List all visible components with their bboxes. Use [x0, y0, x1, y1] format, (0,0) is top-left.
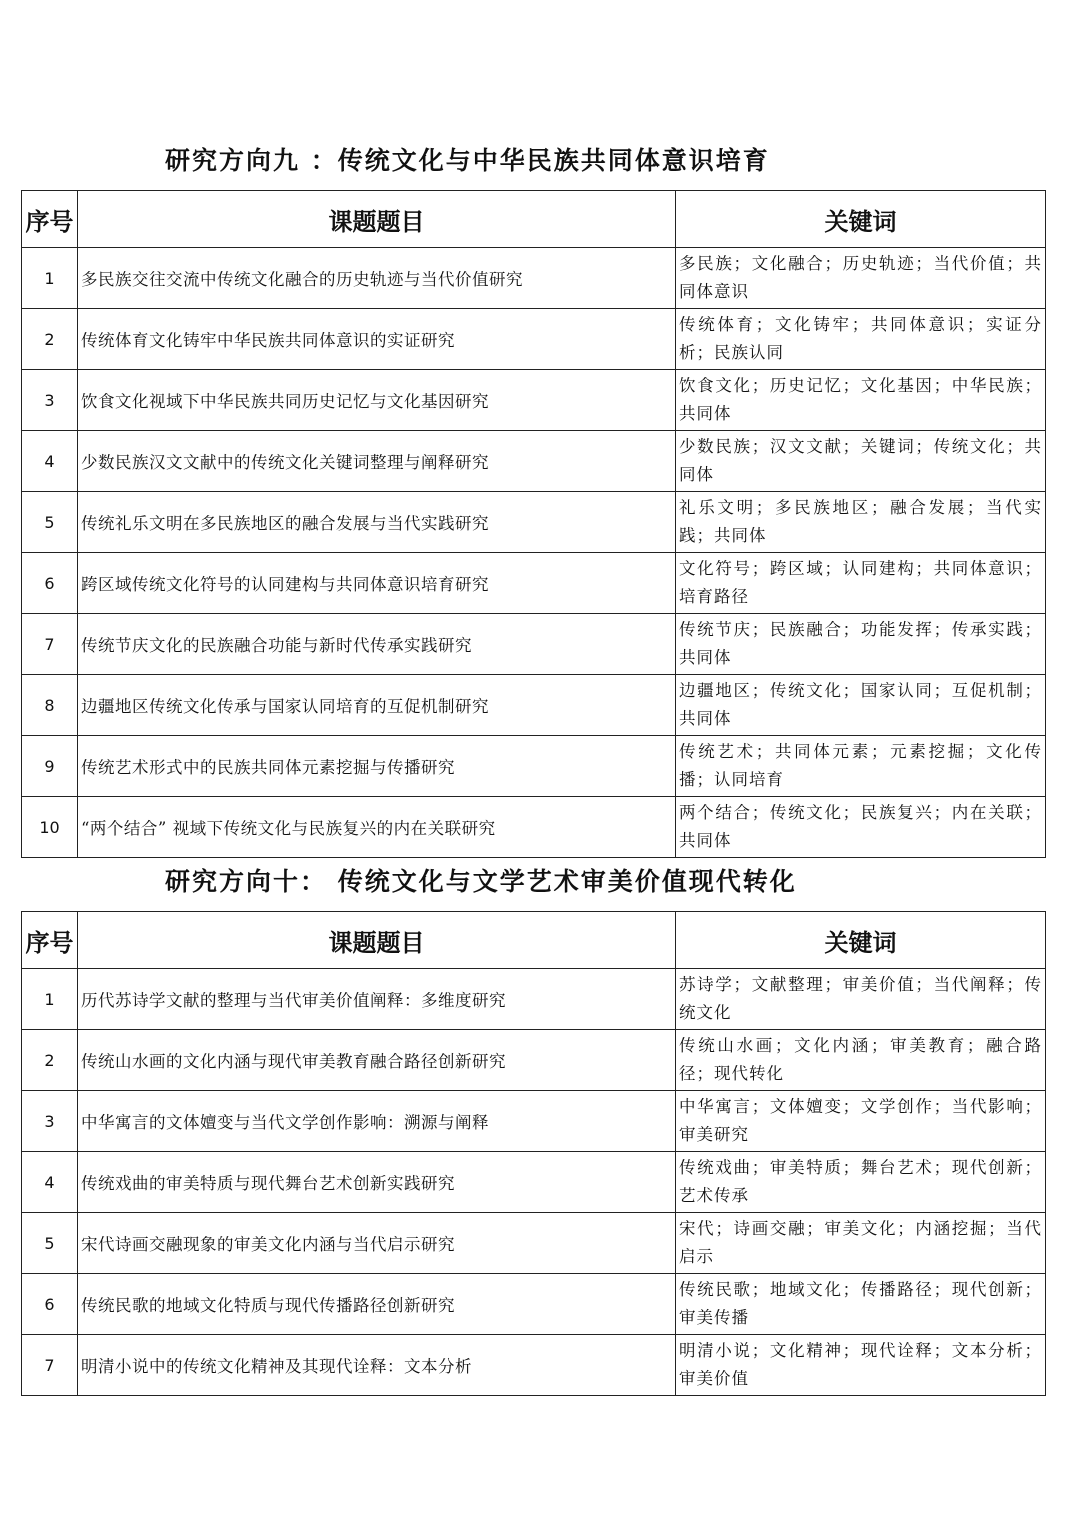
row-number: 3 — [22, 370, 78, 431]
row-number: 2 — [22, 1030, 78, 1091]
row-keywords: 明清小说；文化精神；现代诠释；文本分析；审美价值 — [676, 1335, 1046, 1396]
row-keywords: 饮食文化；历史记忆；文化基因；中华民族；共同体 — [676, 370, 1046, 431]
row-number: 3 — [22, 1091, 78, 1152]
table-row — [22, 797, 1046, 858]
row-keywords: 文化符号；跨区域；认同建构；共同体意识；培育路径 — [676, 553, 1046, 614]
row-keywords: 多民族；文化融合；历史轨迹；当代价值；共同体意识 — [676, 248, 1046, 309]
row-keywords: 传统山水画；文化内涵；审美教育；融合路径；现代转化 — [676, 1030, 1046, 1091]
row-topic: 传统戏曲的审美特质与现代舞台艺术创新实践研究 — [78, 1152, 676, 1213]
table-row — [22, 675, 1046, 736]
row-topic: 跨区域传统文化符号的认同建构与共同体意识培育研究 — [78, 553, 676, 614]
header-keywords: 关键词 — [676, 912, 1046, 969]
section-9-table — [21, 190, 1046, 858]
table-row — [22, 553, 1046, 614]
table-row — [22, 248, 1046, 309]
row-topic: 多民族交往交流中传统文化融合的历史轨迹与当代价值研究 — [78, 248, 676, 309]
row-keywords: 中华寓言；文体嬗变；文学创作；当代影响；审美研究 — [676, 1091, 1046, 1152]
section-10-table — [21, 911, 1046, 1396]
header-keywords: 关键词 — [676, 191, 1046, 248]
row-keywords: 边疆地区；传统文化；国家认同；互促机制；共同体 — [676, 675, 1046, 736]
row-topic: 历代苏诗学文献的整理与当代审美价值阐释：多维度研究 — [78, 969, 676, 1030]
row-topic: 传统山水画的文化内涵与现代审美教育融合路径创新研究 — [78, 1030, 676, 1091]
table-row — [22, 1152, 1046, 1213]
row-number: 8 — [22, 675, 78, 736]
table-header-row — [22, 912, 1046, 969]
row-keywords: 少数民族；汉文文献；关键词；传统文化；共同体 — [676, 431, 1046, 492]
row-number: 7 — [22, 614, 78, 675]
row-keywords: 两个结合；传统文化；民族复兴；内在关联；共同体 — [676, 797, 1046, 858]
section-9-title: 研究方向九 ：传统文化与中华民族共同体意识培育 — [165, 146, 770, 175]
row-number: 5 — [22, 1213, 78, 1274]
row-number: 9 — [22, 736, 78, 797]
row-topic: 宋代诗画交融现象的审美文化内涵与当代启示研究 — [78, 1213, 676, 1274]
row-topic: 饮食文化视域下中华民族共同历史记忆与文化基因研究 — [78, 370, 676, 431]
row-topic: 少数民族汉文文献中的传统文化关键词整理与阐释研究 — [78, 431, 676, 492]
row-number: 4 — [22, 431, 78, 492]
row-keywords: 苏诗学；文献整理；审美价值；当代阐释；传统文化 — [676, 969, 1046, 1030]
row-number: 1 — [22, 969, 78, 1030]
row-number: 1 — [22, 248, 78, 309]
row-topic: 传统礼乐文明在多民族地区的融合发展与当代实践研究 — [78, 492, 676, 553]
table-row — [22, 1030, 1046, 1091]
row-topic: 传统艺术形式中的民族共同体元素挖掘与传播研究 — [78, 736, 676, 797]
table-row — [22, 1213, 1046, 1274]
row-number: 7 — [22, 1335, 78, 1396]
table-row — [22, 736, 1046, 797]
row-number: 4 — [22, 1152, 78, 1213]
table-row — [22, 431, 1046, 492]
row-topic: 中华寓言的文体嬗变与当代文学创作影响：溯源与阐释 — [78, 1091, 676, 1152]
row-keywords: 传统节庆；民族融合；功能发挥；传承实践；共同体 — [676, 614, 1046, 675]
row-number: 2 — [22, 309, 78, 370]
row-keywords: 传统体育；文化铸牢；共同体意识；实证分析；民族认同 — [676, 309, 1046, 370]
table-row — [22, 1335, 1046, 1396]
table-row — [22, 492, 1046, 553]
row-number: 6 — [22, 553, 78, 614]
table-row — [22, 309, 1046, 370]
row-keywords: 传统民歌；地域文化；传播路径；现代创新；审美传播 — [676, 1274, 1046, 1335]
row-topic: 明清小说中的传统文化精神及其现代诠释：文本分析 — [78, 1335, 676, 1396]
row-number: 5 — [22, 492, 78, 553]
table-row — [22, 614, 1046, 675]
table-row — [22, 370, 1046, 431]
row-topic: 传统民歌的地域文化特质与现代传播路径创新研究 — [78, 1274, 676, 1335]
row-keywords: 宋代；诗画交融；审美文化；内涵挖掘；当代启示 — [676, 1213, 1046, 1274]
table-row — [22, 1274, 1046, 1335]
header-seq: 序号 — [22, 191, 78, 248]
row-topic: “两个结合” 视域下传统文化与民族复兴的内在关联研究 — [78, 797, 676, 858]
table-row — [22, 1091, 1046, 1152]
row-topic: 边疆地区传统文化传承与国家认同培育的互促机制研究 — [78, 675, 676, 736]
row-keywords: 传统戏曲；审美特质；舞台艺术；现代创新；艺术传承 — [676, 1152, 1046, 1213]
row-keywords: 传统艺术；共同体元素；元素挖掘；文化传播；认同培育 — [676, 736, 1046, 797]
row-number: 10 — [22, 797, 78, 858]
table-row — [22, 969, 1046, 1030]
header-topic: 课题题目 — [78, 191, 676, 248]
table-header-row — [22, 191, 1046, 248]
row-topic: 传统体育文化铸牢中华民族共同体意识的实证研究 — [78, 309, 676, 370]
header-seq: 序号 — [22, 912, 78, 969]
row-topic: 传统节庆文化的民族融合功能与新时代传承实践研究 — [78, 614, 676, 675]
header-topic: 课题题目 — [78, 912, 676, 969]
row-keywords: 礼乐文明；多民族地区；融合发展；当代实践；共同体 — [676, 492, 1046, 553]
section-10-title: 研究方向十： 传统文化与文学艺术审美价值现代转化 — [165, 867, 797, 896]
row-number: 6 — [22, 1274, 78, 1335]
